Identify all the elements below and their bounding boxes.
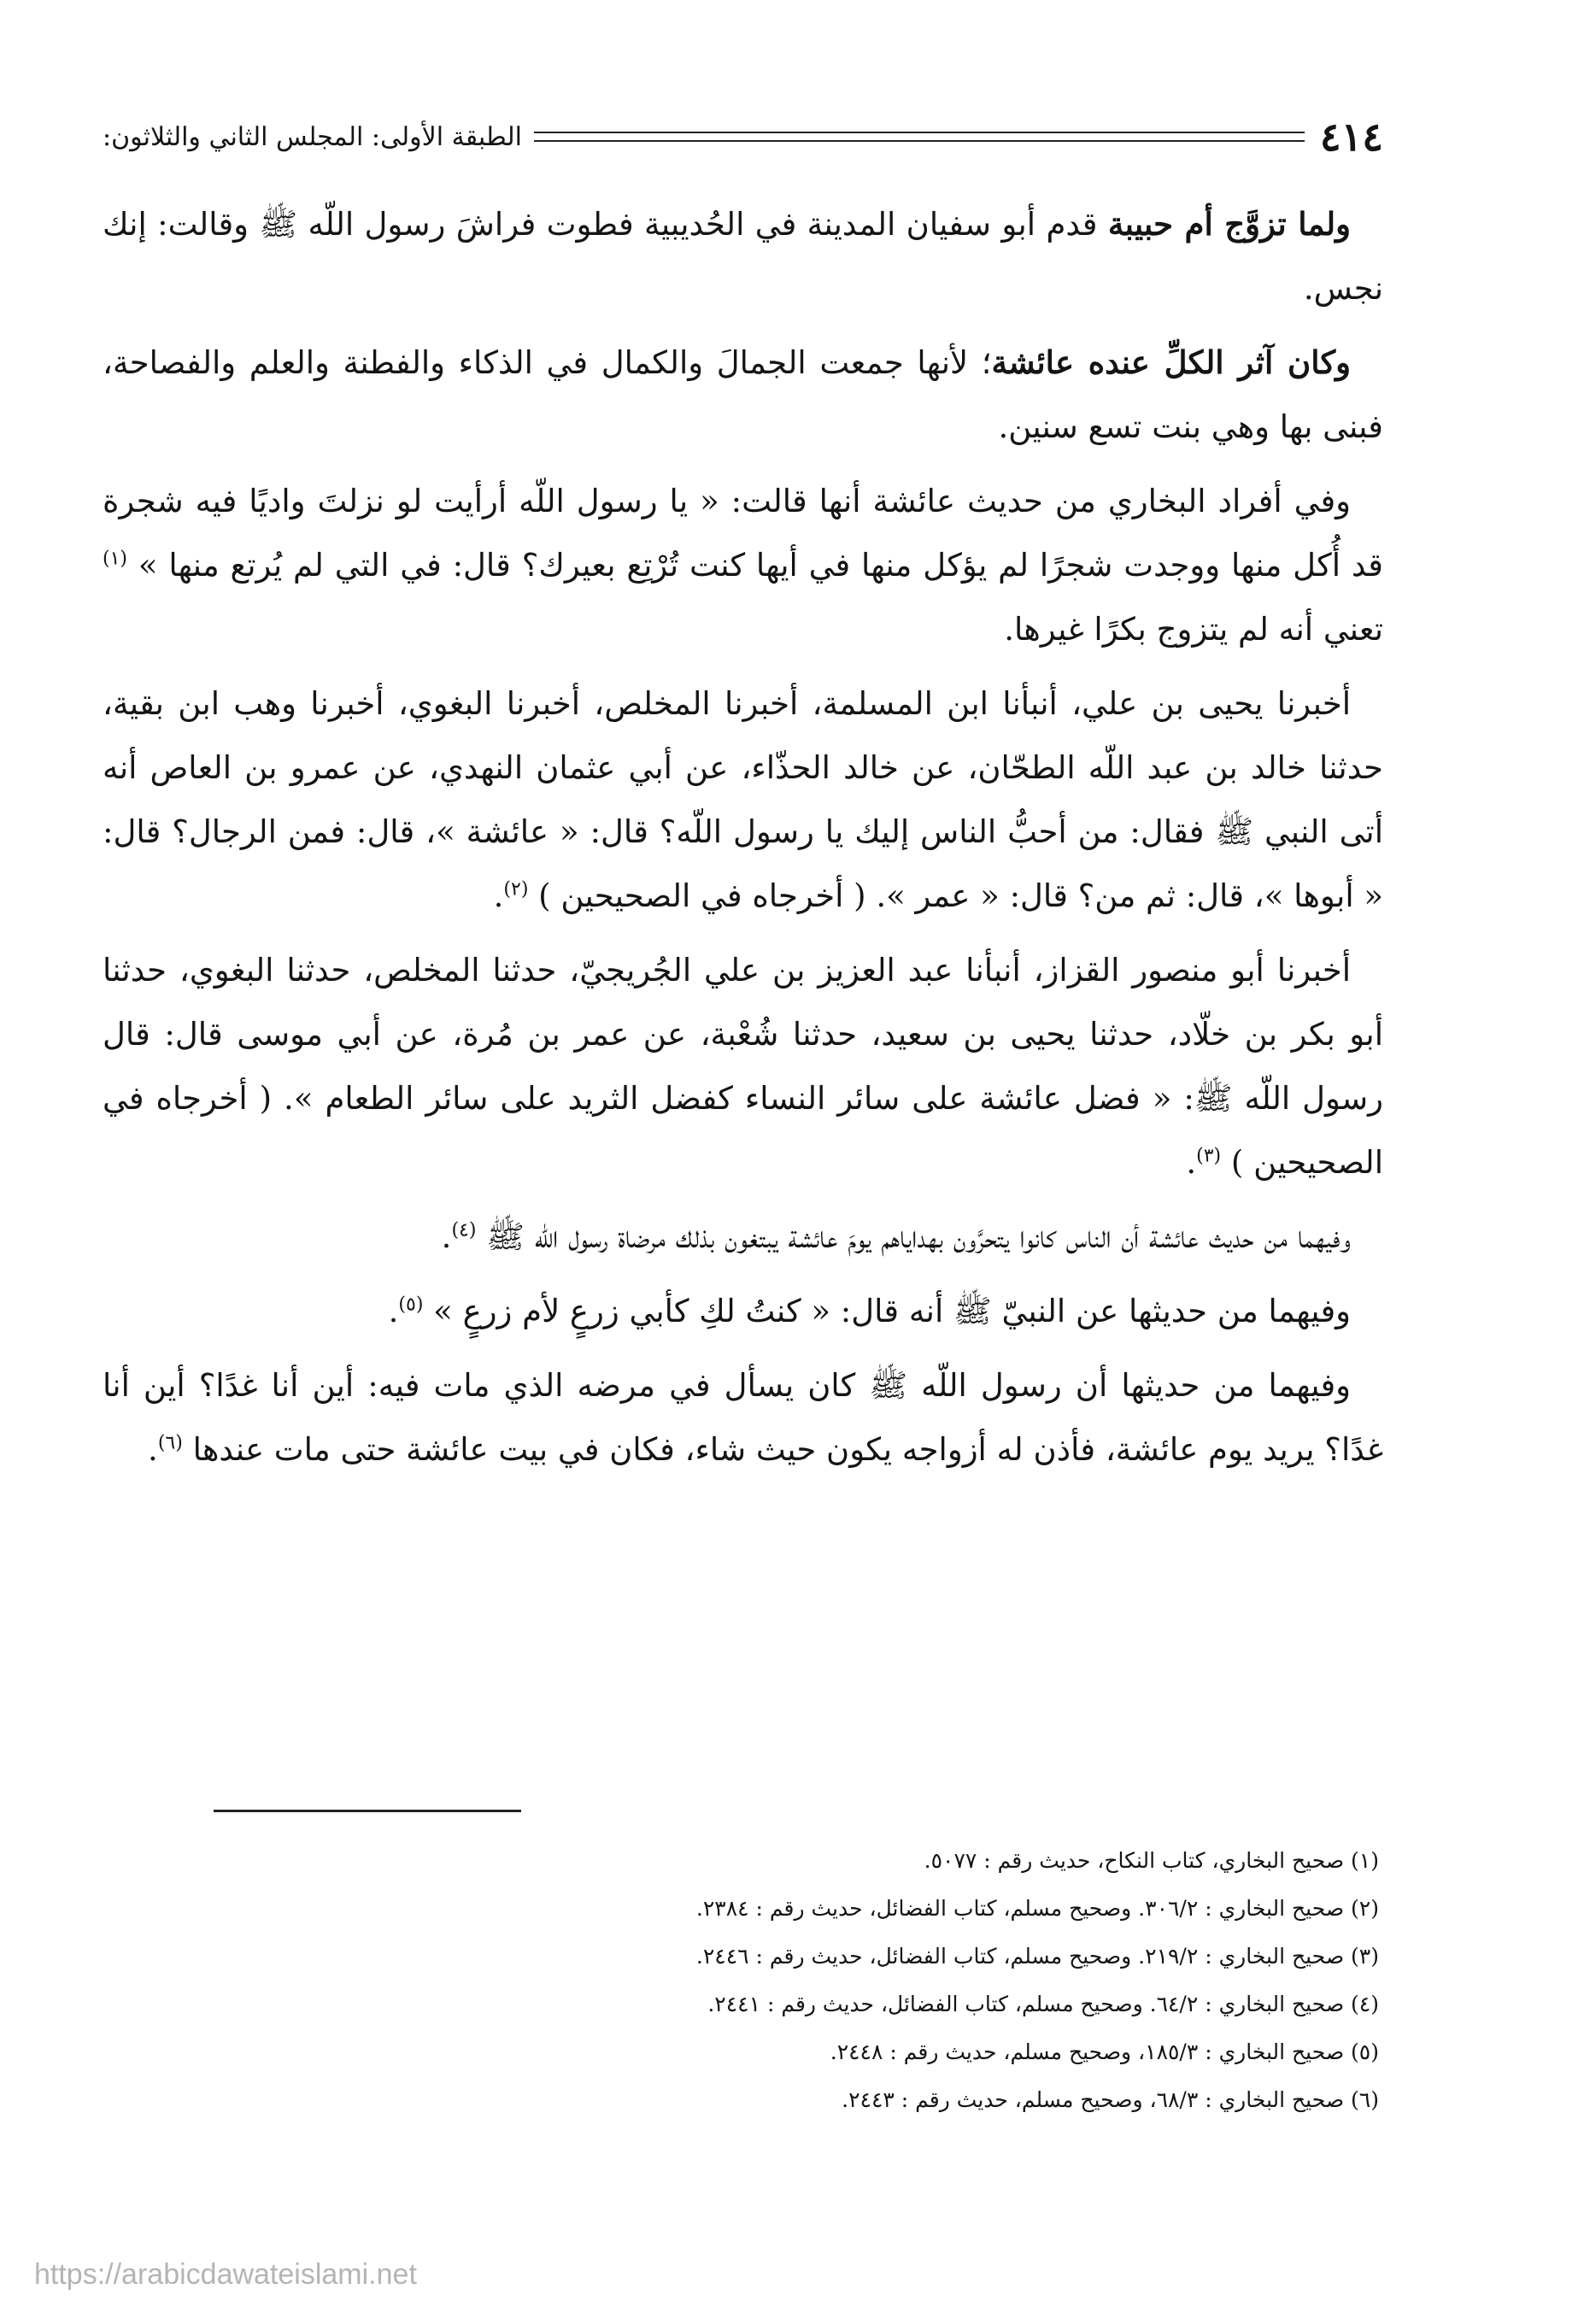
paragraph-lead: وكان آثر الكلِّ عنده عائشة (991, 343, 1351, 381)
paragraph-2 (103, 331, 1383, 459)
footnotes (103, 1837, 1379, 2124)
paragraph-lead: ولما تزوَّج أم حبيبة (1107, 205, 1351, 243)
watermark-url: https://arabicdawateislami.net (34, 2258, 417, 2291)
paragraph-text: وفيهما من حديثها أن رسول اللّه ﷺ كان يسأل في مرضه الذي مات فيه: أين أنا غدًا؟ أين أنا غدًا؟ يريد يوم عائشة، فأذن له أزواجه يكون حيث شاء، فكان في بيت عائشة حتى مات عندها (103, 1367, 1383, 1468)
footnote-3: (٣) صحيح البخاري : ٢١٩/٢. وصحيح مسلم، كتاب الفضائل، حديث رقم : ٢٤٤٦. (695, 1944, 1379, 1969)
paragraph-text: وفي أفراد البخاري من حديث عائشة أنها قالت: « يا رسول اللّه أرأيت لو نزلتَ واديًا فيه شجرة قد أُكل منها ووجدت شجرًا لم يؤكل منها في أيها كنت تُرْتِع بعيرك؟ قال: في التي لم يُرتع منها » (103, 483, 1383, 584)
paragraph-tail: . (1186, 1144, 1197, 1181)
footnote-ref: (٦) (157, 1432, 183, 1454)
paragraph-text: ؛ لأنها جمعت الجمالَ والكمال في الذكاء والفطنة والعلم والفصاحة، فبنى بها وهي بنت تسع سنين. (103, 344, 1383, 445)
footnote-1: (١) صحيح البخاري، كتاب النكاح، حديث رقم : ٥٠٧٧. (924, 1848, 1379, 1873)
footnote-2: (٢) صحيح البخاري : ٣٠٦/٢. وصحيح مسلم، كتاب الفضائل، حديث رقم : ٢٣٨٤. (695, 1896, 1379, 1921)
paragraph-text: أخبرنا أبو منصور القزاز، أنبأنا عبد العزيز بن علي الجُريجيّ، حدثنا المخلص، حدثنا البغوي، حدثنا أبو بكر بن خلّاد، حدثنا يحيى بن سعيد، حدثنا شُعْبة، عن عمر بن مُرة، عن أبي موسى قال: قال رسول اللّه ﷺ: « فضل عائشة على سائر النساء كفضل الثريد على سائر الطعام ». ( أخرجاه في الصحيحين ) (103, 952, 1383, 1181)
paragraph-7 (103, 1279, 1383, 1343)
paragraph-tail: تعني أنه لم يتزوج بكرًا غيرها. (1004, 611, 1383, 648)
footnote-separator (214, 1810, 521, 1812)
footnote-6: (٦) صحيح البخاري : ٦٨/٣، وصحيح مسلم، حديث رقم : ٢٤٤٣. (842, 2087, 1379, 2112)
paragraph-1 (103, 192, 1383, 320)
footnote-ref: (٥) (398, 1294, 424, 1316)
header-rule (534, 132, 1305, 142)
page-number: ٤١٤ (1319, 114, 1383, 160)
paragraph-6 (103, 1205, 1383, 1269)
paragraph-tail: . (148, 1431, 158, 1468)
paragraph-text: وفيهما من حديثها عن النبيّ ﷺ أنه قال: « كنتُ لكِ كأبي زرعٍ لأم زرعٍ » (423, 1293, 1351, 1329)
footnote-ref: (٣) (1196, 1145, 1222, 1167)
paragraph-5 (103, 938, 1383, 1194)
footnote-ref: (٤) (451, 1219, 477, 1241)
footnote-ref: (١) (103, 548, 128, 570)
paragraph-8 (103, 1353, 1383, 1482)
paragraph-text: قدم أبو سفيان المدينة في الحُديبية فطوت فراشَ رسول اللّه ﷺ وقالت: إنك نجس. (103, 206, 1383, 307)
paragraph-tail: . (493, 877, 504, 914)
footnote-ref: (٢) (503, 878, 529, 901)
paragraph-tail: . (388, 1293, 399, 1329)
paragraph-tail: . (441, 1218, 452, 1255)
paragraph-text: أخبرنا يحيى بن علي، أنبأنا ابن المسلمة، أخبرنا المخلص، أخبرنا البغوي، أخبرنا وهب ابن بقية، حدثنا خالد بن عبد اللّه الطحّان، عن خالد الحذّاء، عن أبي عثمان النهدي، عن عمرو بن العاص أنه أتى النبي ﷺ فقال: من أحبُّ الناس إليك يا رسول اللّه؟ قال: « عائشة »، قال: فمن الرجال؟ قال: « أبوها »، قال: ثم من؟ قال: « عمر ». ( أخرجاه في الصحيحين ) (103, 685, 1383, 914)
footnote-4: (٤) صحيح البخاري : ٦٤/٢. وصحيح مسلم، كتاب الفضائل، حديث رقم : ٢٤٤١. (707, 1992, 1379, 2016)
paragraph-text: وفيهما من حديث عائشة أن الناس كانوا يتحرَّون بهداياهم يومَ عائشة يبتغون بذلك مرضاة رسول اللّه ﷺ (476, 1218, 1351, 1255)
main-text (103, 192, 1383, 1492)
running-title: الطبقة الأولى: المجلس الثاني والثلاثون: (103, 121, 523, 152)
paragraph-3 (103, 469, 1383, 661)
paragraph-4 (103, 672, 1383, 928)
page-header (103, 111, 1383, 162)
footnote-5: (٥) صحيح البخاري : ١٨٥/٣، وصحيح مسلم، حديث رقم : ٢٤٤٨. (830, 2039, 1379, 2064)
